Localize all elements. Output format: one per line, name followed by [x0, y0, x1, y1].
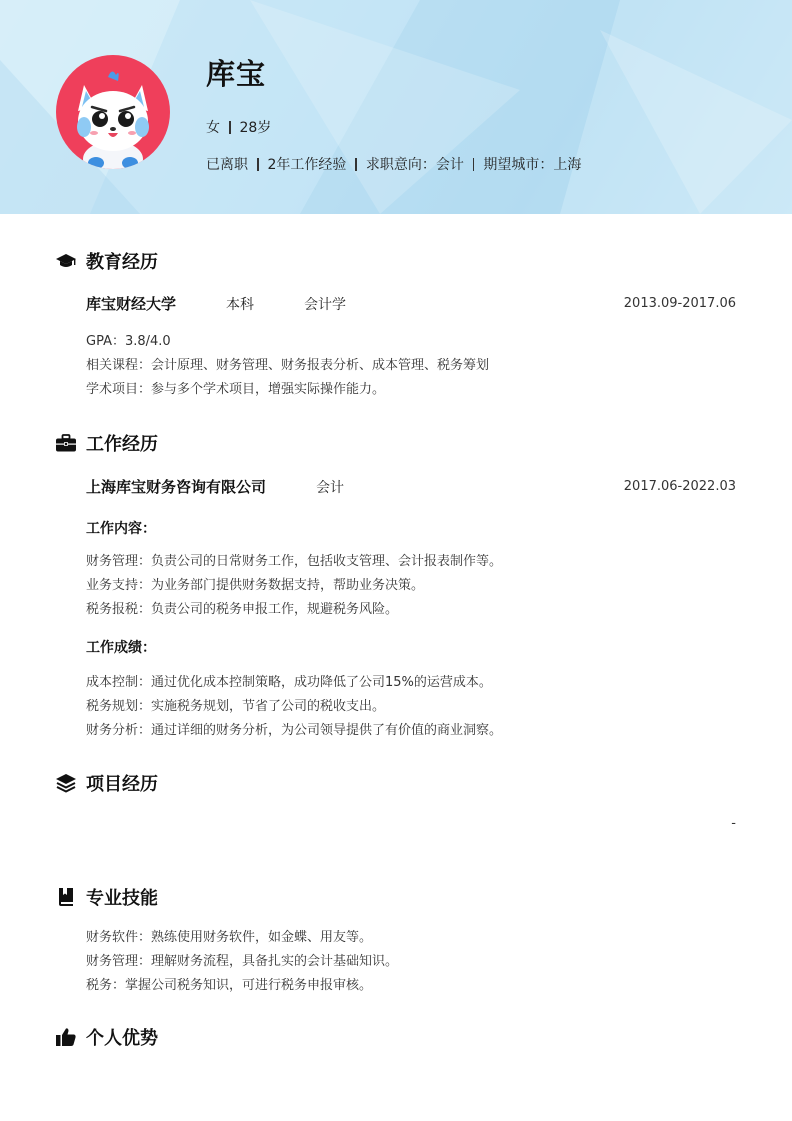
- section-title: 项目经历: [86, 774, 158, 795]
- detail-line: 学术项目：参与多个学术项目，增强实际操作能力。: [86, 382, 386, 397]
- achievement-line: 成本控制：通过优化成本控制策略，成功降低了公司15%的运营成本。: [86, 675, 492, 690]
- content-line: 财务管理：负责公司的日常财务工作，包括收支管理、会计报表制作等。: [86, 554, 503, 569]
- gender: 女: [206, 120, 220, 136]
- separator: [257, 158, 259, 171]
- company-name: 上海库宝财务咨询有限公司: [86, 478, 267, 496]
- avatar: [56, 55, 170, 169]
- achievement-line: 财务分析：通过详细的财务分析，为公司领导提供了有价值的商业洞察。: [86, 723, 503, 738]
- layers-icon: [56, 773, 76, 793]
- work-entry: [86, 476, 736, 497]
- book-icon: [56, 887, 76, 907]
- skill-line: 财务软件：熟练使用财务软件，如金蝶、用友等。: [86, 930, 373, 945]
- employment-status: 已离职: [206, 157, 248, 173]
- education-date: 2013.09-2017.06: [623, 296, 736, 311]
- work-achievement-list: [86, 671, 502, 743]
- work-achievement-label: 工作成绩：: [86, 640, 156, 656]
- thumbs-up-icon: [56, 1027, 76, 1047]
- resume-header: [0, 0, 792, 214]
- achievement-line: 税务规划：实施税务规划，节省了公司的税收支出。: [86, 699, 386, 714]
- separator: [355, 158, 357, 171]
- degree: 本科: [226, 296, 255, 313]
- section-title: 教育经历: [86, 252, 158, 273]
- detail-line: GPA：3.8/4.0: [86, 334, 171, 349]
- job-info: [206, 154, 581, 174]
- work-experience-years: 2年工作经验: [267, 157, 347, 173]
- section-advantages-title: [56, 1024, 158, 1050]
- section-title: 专业技能: [86, 888, 158, 909]
- expected-city: 期望城市：上海: [483, 157, 582, 173]
- skill-line: 财务管理：理解财务流程，具备扎实的会计基础知识。: [86, 954, 399, 969]
- work-content-list: [86, 550, 502, 622]
- graduation-cap-icon: [56, 251, 76, 271]
- basic-info: [206, 117, 271, 137]
- section-work-title: [56, 430, 158, 456]
- separator: [473, 158, 475, 171]
- cat-mascot-icon: [56, 55, 170, 169]
- briefcase-icon: [56, 433, 76, 453]
- detail-line: 相关课程：会计原理、财务管理、财务报表分析、成本管理、税务筹划: [86, 358, 490, 373]
- skills-list: [86, 926, 398, 998]
- section-title: 工作经历: [86, 434, 158, 455]
- section-skills-title: [56, 884, 158, 910]
- work-content-label: 工作内容：: [86, 521, 156, 537]
- section-education-title: [56, 248, 158, 274]
- skill-line: 税务：掌握公司税务知识，可进行税务申报审核。: [86, 978, 373, 993]
- education-details: [86, 330, 489, 402]
- major: 会计学: [304, 296, 347, 313]
- work-date: 2017.06-2022.03: [623, 479, 736, 494]
- job-position: 会计: [316, 479, 345, 496]
- separator: [229, 121, 231, 134]
- content-line: 税务报税：负责公司的税务申报工作，规避税务风险。: [86, 602, 399, 617]
- education-entry: [86, 293, 736, 314]
- job-intention: 求职意向：会计: [365, 157, 464, 173]
- candidate-name: 库宝: [206, 57, 267, 91]
- content-line: 业务支持：为业务部门提供财务数据支持，帮助业务决策。: [86, 578, 425, 593]
- section-project-title: [56, 770, 158, 796]
- project-date: -: [731, 816, 736, 831]
- school-name: 库宝财经大学: [86, 295, 177, 313]
- age: 28岁: [239, 120, 272, 136]
- section-title: 个人优势: [86, 1028, 158, 1049]
